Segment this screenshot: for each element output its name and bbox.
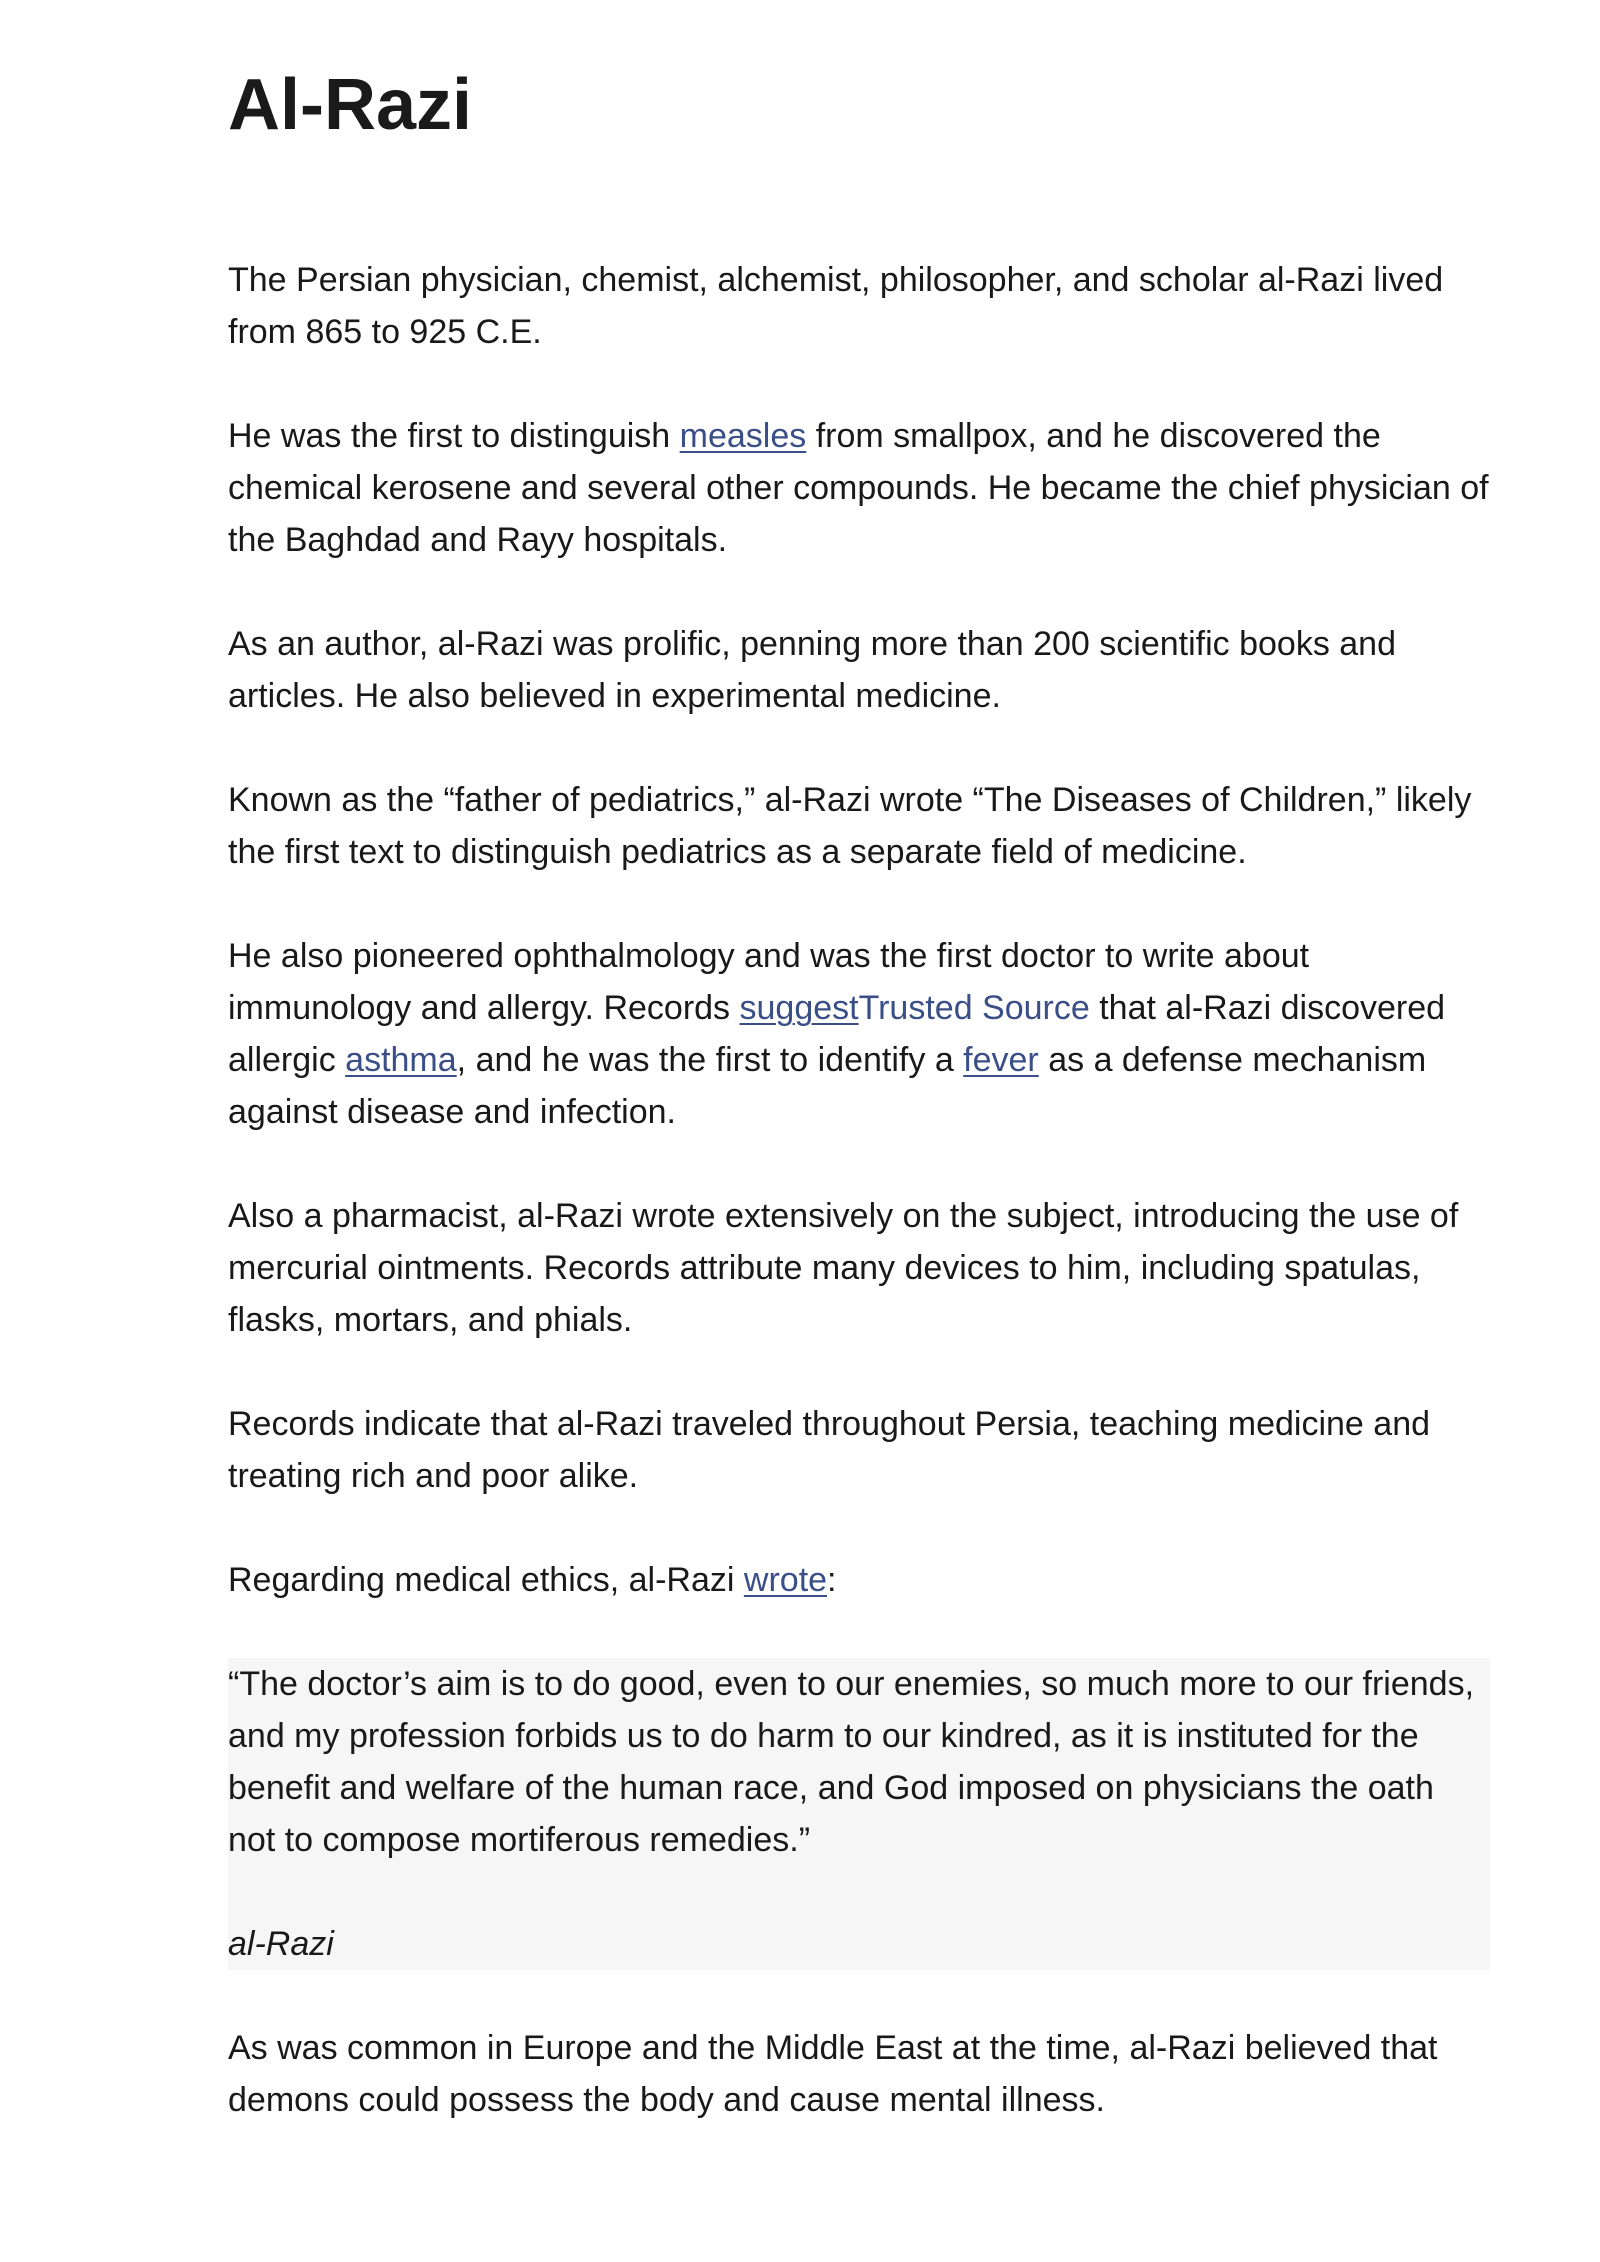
paragraph-pharmacist: [228, 1190, 1490, 1346]
paragraph-text: , and he was the first to identify a: [456, 1041, 964, 1079]
fever-link[interactable]: fever: [963, 1041, 1039, 1079]
quote-author: al-Razi: [228, 1925, 334, 1963]
paragraph-author: [228, 618, 1490, 722]
paragraph-demons: [228, 2022, 1490, 2126]
paragraph-text: Also a pharmacist, al-Razi wrote extensively on the subject, introducing the use of mercurial ointments. Records attribute many devices to him, including spatulas, flasks, mortars, and phials.: [228, 1197, 1459, 1339]
paragraph-text: from smallpox, and he discovered the chemical kerosene and several other compounds. He became the chief physician of the Baghdad and Rayy hospitals.: [228, 417, 1489, 559]
quote-text: “The doctor’s aim is to do good, even to our enemies, so much more to our friends, and my profession forbids us to do harm to our kindred, as it is instituted for the benefit and welfare of the human race, and God imposed on physicians the oath not to compose mortiferous remedies.”: [228, 1665, 1475, 1859]
asthma-link[interactable]: asthma: [345, 1041, 457, 1079]
article: [228, 60, 1490, 2126]
paragraph-text: that al-Razi discovered allergic: [228, 989, 1446, 1079]
paragraph-immunology: [228, 930, 1490, 1138]
paragraph-text: Records indicate that al-Razi traveled throughout Persia, teaching medicine and treating rich and poor alike.: [228, 1405, 1431, 1495]
wrote-link[interactable]: wrote: [743, 1561, 828, 1599]
paragraph-ethics: [228, 1554, 1490, 1606]
page-title: Al-Razi: [228, 65, 473, 145]
paragraph-text: Regarding medical ethics, al-Razi: [228, 1561, 744, 1599]
paragraph-text: The Persian physician, chemist, alchemist, philosopher, and scholar al-Razi lived from 865 to 925 C.E.: [228, 261, 1444, 351]
suggest-link[interactable]: suggest: [739, 989, 859, 1027]
paragraph-text: As an author, al-Razi was prolific, penning more than 200 scientific books and articles. He also believed in experimental medicine.: [228, 625, 1396, 715]
paragraph-text: As was common in Europe and the Middle East at the time, al-Razi believed that demons could possess the body and cause mental illness.: [228, 2029, 1438, 2119]
paragraph-intro: [228, 254, 1490, 358]
paragraph-text: :: [827, 1561, 837, 1599]
paragraph-text: He was the first to distinguish: [228, 417, 680, 455]
paragraph-text: as a defense mechanism against disease and infection.: [228, 1041, 1427, 1131]
paragraph-pediatrics: [228, 774, 1490, 878]
trusted-source-badge[interactable]: Trusted Source: [858, 989, 1090, 1027]
paragraph-text: He also pioneered ophthalmology and was the first doctor to write about immunology and allergy. Records: [228, 937, 1310, 1027]
ethics-quote: [228, 1658, 1490, 1970]
paragraph-travel: [228, 1398, 1490, 1502]
paragraph-measles: [228, 410, 1490, 566]
paragraph-text: Known as the “father of pediatrics,” al-Razi wrote “The Diseases of Children,” likely the first text to distinguish pediatrics as a separate field of medicine.: [228, 781, 1472, 871]
measles-link[interactable]: measles: [679, 417, 807, 455]
